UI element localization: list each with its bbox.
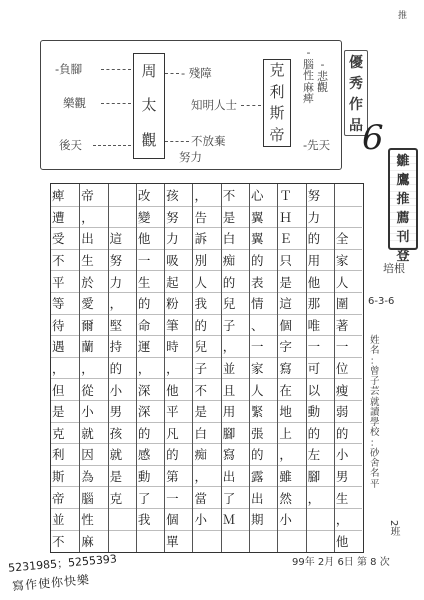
stamp-char: 登 [396,249,410,264]
map-label-mid: 知明人士 [191,98,237,112]
manuscript-cell: 的 [165,443,192,465]
manuscript-cell [109,530,136,552]
box-char: 太 [141,96,157,115]
manuscript-cell: 男 [109,400,136,422]
manuscript-cell: 字 [278,335,305,357]
manuscript-cell: Ｔ [279,187,292,203]
manuscript-cell: 並 [51,508,79,530]
manuscript-cell [109,206,136,228]
manuscript-cell: 不 [51,249,79,271]
manuscript-cell [250,530,277,552]
map-char: 觀 [317,81,328,95]
manuscript-cell: 就 [109,443,136,465]
info-char: 舍 [370,458,380,469]
map-label-bot-mid1: 不放棄 [191,134,226,148]
manuscript-cell: 用 [222,400,249,422]
manuscript-cell: 告 [193,206,220,228]
manuscript-cell: ， [80,357,107,379]
box-char: 帝 [269,125,285,144]
manuscript-cell: 平 [51,270,79,292]
manuscript-cell: 這 [278,292,305,314]
manuscript-cell: 變 [137,206,164,228]
manuscript-cell: 的 [137,292,164,314]
map-char: - [306,46,311,59]
manuscript-cell: 深 [137,378,164,400]
manuscript-cell: 雖 [278,465,305,487]
manuscript-cell: 但 [51,378,79,400]
box-char: 利 [269,82,285,101]
manuscript-cell: 動 [307,400,334,422]
info-char: 讀 [370,406,380,418]
concept-box-left [133,53,165,159]
manuscript-cell: 全 [335,227,362,249]
manuscript-cell: 上 [278,422,305,444]
map-char: 痺 [303,92,314,106]
manuscript-cell: 我 [193,292,220,314]
manuscript-cell: 並 [222,357,249,379]
manuscript-cell: ， [80,206,107,228]
manuscript-column [277,184,305,552]
contact-phone: 5231985；5255393 [7,552,118,575]
manuscript-cell: 蘭 [80,335,107,357]
manuscript-cell: 位 [335,357,362,379]
manuscript-cell: 的 [137,422,164,444]
manuscript-cell [109,508,136,530]
manuscript-cell: 為 [80,465,107,487]
side-code: 6-3-6 [368,296,395,307]
manuscript-cell: 爾 [80,314,107,336]
manuscript-cell: 人 [250,378,277,400]
manuscript-cell: 生 [80,249,107,271]
manuscript-cell: 翼 [250,227,277,249]
manuscript-cell [335,206,362,228]
manuscript-cell: 圍 [335,292,362,314]
manuscript-cell: 當 [193,486,220,508]
manuscript-cell: 訴 [193,227,220,249]
manuscript-cell: 小 [278,508,305,530]
manuscript-cell: 一 [307,335,334,357]
manuscript-cell [278,530,305,552]
manuscript-cell: Ｍ [222,508,249,530]
manuscript-cell: 是 [222,206,249,228]
manuscript-cell: 生 [137,270,164,292]
manuscript-cell: 的 [307,227,334,249]
manuscript-cell: 平 [165,400,192,422]
manuscript-cell: 人 [193,270,220,292]
manuscript-cell: 動 [137,465,164,487]
manuscript-cell: 情 [250,292,277,314]
info-char: 名 [370,468,380,480]
manuscript-cell: 子 [222,314,249,336]
manuscript-cell: 地 [278,400,305,422]
manuscript-cell [193,530,220,552]
info-char: 曾 [370,365,380,377]
manuscript-cell: 孩 [166,187,179,203]
manuscript-cell: 家 [335,249,362,271]
map-char: 麻 [303,80,314,94]
manuscript-cell [109,184,136,206]
manuscript-cell: 不 [222,187,236,203]
map-label-top-mid: - 殘障 [181,66,212,80]
info-char: 芸 [370,386,380,398]
manuscript-cell: 露 [250,465,277,487]
manuscript-cell: 堅 [109,314,136,336]
stamp-char: 秀 [349,75,363,92]
stamp-char: 作 [349,96,363,113]
manuscript-cell: 力 [307,206,334,228]
map-label-bl: 後天 [59,138,82,152]
manuscript-cell: 表 [250,270,277,292]
stamp-char: 雛 [396,154,410,169]
manuscript-cell: 就 [80,422,107,444]
manuscript-cell: 、 [250,314,277,336]
manuscript-cell: 的 [222,270,249,292]
manuscript-cell: 的 [193,314,220,336]
manuscript-cell: ， [278,443,305,465]
manuscript-cell: 是 [51,400,79,422]
manuscript-column [306,184,334,552]
manuscript-cell: 吸 [165,249,192,271]
manuscript-cell: 緊 [250,400,277,422]
info-char: ： [370,437,380,449]
manuscript-cell: ， [165,357,192,379]
map-char: 悲 [317,69,328,83]
manuscript-cell: 小 [80,400,107,422]
stamp-char: 品 [349,117,363,134]
manuscript-cell: 只 [278,249,305,271]
manuscript-cell: 寫 [278,357,305,379]
manuscript-cell: 腳 [222,422,249,444]
dash-mid-1 [165,73,179,74]
manuscript-cell: 小 [193,508,220,530]
manuscript-column [108,184,136,552]
box-char: 觀 [141,131,157,150]
manuscript-cell: ， [137,357,164,379]
info-char: 平 [370,478,380,490]
manuscript-cell: 我 [137,508,164,530]
manuscript-column [249,184,277,552]
stamp-char: 刊 [396,230,410,245]
manuscript-cell: 白 [222,227,249,249]
score: 6 [362,118,384,158]
manuscript-cell: 單 [165,530,192,552]
submission-date: 99年 2月 6日 第 8 次 [292,557,390,568]
manuscript-column [334,184,362,552]
manuscript-cell: 改 [137,187,151,203]
manuscript-cell: 的 [109,357,136,379]
manuscript-cell: 努 [307,187,321,203]
manuscript-cell: 他 [335,530,362,552]
manuscript-cell: 兒 [222,292,249,314]
manuscript-cell: 以 [307,378,334,400]
manuscript-cell: 筆 [165,314,192,336]
manuscript-cell: 凡 [165,422,192,444]
manuscript-cell: 個 [278,314,305,336]
stamp-char: 薦 [396,211,410,226]
manuscript-cell: 個 [165,508,192,530]
manuscript-cell: 白 [193,422,220,444]
manuscript-cell: 弱 [335,400,362,422]
manuscript-cell: 粉 [165,292,192,314]
manuscript-cell: 命 [137,314,164,336]
manuscript-cell: 腳 [307,465,334,487]
manuscript-cell: 然 [278,486,305,508]
map-label-tl2: 樂觀 [63,96,86,110]
manuscript-cell: 的 [250,443,277,465]
manuscript-cell: 一 [335,335,362,357]
dash-left-2 [101,103,131,104]
manuscript-cell: 的 [335,422,362,444]
manuscript-column [136,184,164,552]
manuscript-cell: ， [222,335,249,357]
manuscript-cell: ， [335,508,362,530]
manuscript-cell: 力 [109,270,136,292]
manuscript-cell: 一 [165,486,192,508]
manuscript-cell: 第 [165,465,192,487]
manuscript-cell: 是 [278,270,305,292]
manuscript-cell: 期 [250,508,277,530]
manuscript-cell: 利 [51,443,79,465]
manuscript-cell: 生 [335,486,362,508]
info-char: 學 [370,417,380,428]
manuscript-cell: 腦 [80,486,107,508]
manuscript-cell: 用 [307,249,334,271]
manuscript-cell: ， [109,292,136,314]
manuscript-cell: 別 [193,249,220,271]
manuscript-cell: 在 [278,378,305,400]
manuscript-cell: 力 [165,227,192,249]
manuscript-cell: 他 [165,378,192,400]
corner-mark: 推 [398,11,408,21]
map-label-tl1: -負腳 [55,62,83,76]
map-label-right-bot: -先天 [303,138,331,152]
manuscript-cell: 努 [165,206,192,228]
manuscript-cell: 性 [80,508,107,530]
manuscript-cell: 張 [250,422,277,444]
map-label-right-top [303,47,314,105]
map-label-bot-mid2: 努力 [179,150,202,164]
dash-mid-2 [241,105,261,106]
stamp-char: 優 [349,54,363,71]
manuscript-cell [335,184,362,206]
manuscript-cell: 遭 [51,206,79,228]
manuscript-cell: ， [51,357,79,379]
manuscript-column [51,184,79,552]
box-char: 克 [269,61,285,80]
manuscript-cell: 不 [193,378,220,400]
stamp-char: 推 [396,192,410,207]
side-label: 培根 [383,262,405,275]
dash-left-1 [101,69,131,70]
manuscript-cell: 痴 [222,249,249,271]
manuscript-cell: Ｅ [278,227,305,249]
manuscript-cell: 且 [222,378,249,400]
concept-box-right [263,59,291,147]
manuscript-cell [307,508,334,530]
manuscript-cell: 出 [80,227,107,249]
manuscript-column [192,184,220,552]
concept-map [40,40,342,170]
manuscript-cell: 運 [137,335,164,357]
manuscript-cell: Ｈ [278,206,305,228]
info-char: 校 [370,427,380,439]
manuscript-column [221,184,249,552]
box-char: 斯 [269,104,285,123]
recommend-stamp [388,148,418,264]
manuscript-cell: 出 [250,486,277,508]
dash-left-3 [93,145,131,146]
manuscript-cell: 時 [165,335,192,357]
map-char: 腦 [303,57,314,71]
manuscript-cell: 著 [335,314,362,336]
info-char: 子 [370,376,380,387]
manuscript-cell: 待 [51,314,79,336]
manuscript-cell: 麻 [80,530,107,552]
manuscript-cell: 寫 [222,443,249,465]
manuscript-cell: 深 [137,400,164,422]
manuscript-cell: 他 [307,270,334,292]
manuscript-cell: 克 [109,486,136,508]
manuscript-grid [50,183,364,553]
manuscript-cell: 起 [165,270,192,292]
manuscript-cell: 努 [109,249,136,271]
class-label: 2班 [388,520,399,537]
manuscript-cell: 愛 [80,292,107,314]
manuscript-cell: 他 [137,227,164,249]
manuscript-cell: 受 [51,227,79,249]
manuscript-cell: 孩 [109,422,136,444]
manuscript-cell: 子 [193,357,220,379]
manuscript-column [79,184,107,552]
manuscript-cell: 小 [335,443,362,465]
manuscript-cell: 了 [137,486,164,508]
manuscript-cell [137,530,164,552]
manuscript-cell [307,530,334,552]
info-char: 名 [370,345,380,357]
manuscript-cell: 等 [51,292,79,314]
manuscript-column [164,184,192,552]
manuscript-cell: 的 [250,249,277,271]
manuscript-cell: 這 [109,227,136,249]
box-char: 周 [141,61,157,80]
manuscript-cell: 瘦 [335,378,362,400]
manuscript-cell: 了 [222,486,249,508]
manuscript-cell [222,530,249,552]
manuscript-cell: 男 [335,465,362,487]
stamp-char: 鷹 [396,173,410,188]
manuscript-cell: ， [194,187,207,203]
map-char: 性 [303,69,314,83]
manuscript-cell: 是 [109,465,136,487]
manuscript-cell: ， [307,486,334,508]
manuscript-cell: 痴 [193,443,220,465]
student-info [370,336,380,490]
manuscript-cell: 感 [137,443,164,465]
manuscript-cell: ， [193,465,220,487]
footer-slogan: 寫作使你快樂 [11,572,91,594]
manuscript-cell: 那 [307,292,334,314]
map-char: - [320,58,325,71]
manuscript-cell: 左 [307,443,334,465]
manuscript-cell: 遇 [51,335,79,357]
manuscript-cell: 是 [193,400,220,422]
manuscript-cell: 一 [137,249,164,271]
manuscript-cell: 翼 [250,206,277,228]
manuscript-cell: 不 [51,530,79,552]
manuscript-cell: 心 [251,187,264,203]
manuscript-cell: 可 [307,357,334,379]
map-label-right-mid [317,59,328,94]
info-char: 姓 [370,335,380,346]
manuscript-cell: 從 [80,378,107,400]
manuscript-cell: 痺 [52,187,65,203]
manuscript-cell: 於 [80,270,107,292]
info-char: ： [370,355,380,367]
manuscript-cell: 帝 [51,486,79,508]
manuscript-cell: 出 [222,465,249,487]
manuscript-cell: 唯 [307,314,334,336]
info-char: 就 [370,396,380,408]
info-char: 砂 [370,447,380,459]
dash-mid-3 [165,141,189,142]
manuscript-cell: 斯 [51,465,79,487]
manuscript-cell: 一 [250,335,277,357]
manuscript-cell: 克 [51,422,79,444]
manuscript-cell: 人 [335,270,362,292]
manuscript-cell: 持 [109,335,136,357]
manuscript-cell: 的 [307,422,334,444]
manuscript-cell: 小 [109,378,136,400]
manuscript-cell: 家 [250,357,277,379]
manuscript-cell: 帝 [81,187,94,203]
manuscript-cell: 因 [80,443,107,465]
manuscript-cell: 兒 [193,335,220,357]
